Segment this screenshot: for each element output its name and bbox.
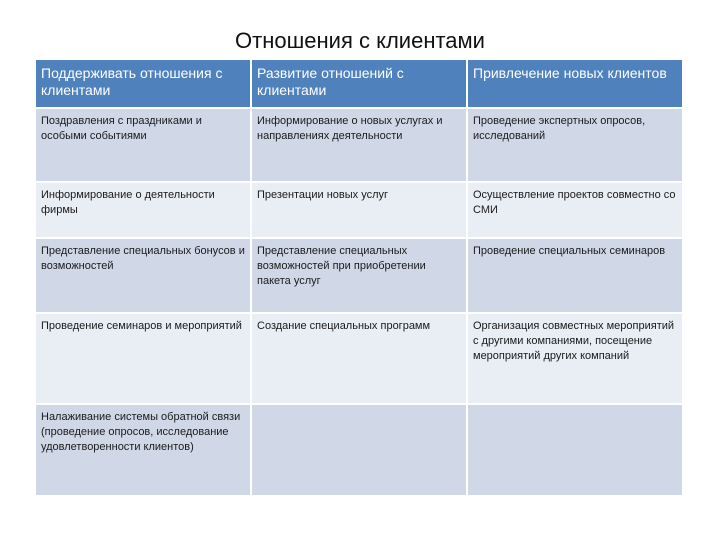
table-row: [36, 314, 682, 403]
slide-title: Отношения с клиентами: [235, 28, 485, 53]
table-cell: Проведение экспертных опросов, исследований: [468, 109, 682, 181]
header-attract-clients: Привлечение новых клиентов: [468, 60, 682, 107]
table-cell: Проведение специальных семинаров: [468, 239, 682, 312]
table-cell: Создание специальных программ: [252, 314, 466, 403]
table-cell: Презентации новых услуг: [252, 183, 466, 237]
table-row: [36, 109, 682, 181]
table-cell: Представление специальных бонусов и возможностей: [36, 239, 250, 312]
table-cell: Налаживание системы обратной связи (проведение опросов, исследование удовлетворенности клиентов): [36, 405, 250, 495]
table-cell: Поздравления с праздниками и особыми событиями: [36, 109, 250, 181]
table-cell: Организация совместных мероприятий с другими компаниями, посещение мероприятий других компаний: [468, 314, 682, 403]
relations-table: [34, 58, 684, 497]
table-cell: Представление специальных возможностей при приобретении пакета услуг: [252, 239, 466, 312]
table-cell: Осуществление проектов совместно со СМИ: [468, 183, 682, 237]
table-cell: [252, 405, 466, 495]
table-header-row: [36, 60, 682, 107]
header-develop-relations: Развитие отношений с клиентами: [252, 60, 466, 107]
table-cell: Информирование о новых услугах и направлениях деятельности: [252, 109, 466, 181]
table-cell: Информирование о деятельности фирмы: [36, 183, 250, 237]
table-cell: Проведение семинаров и мероприятий: [36, 314, 250, 403]
table-row: [36, 239, 682, 312]
table-cell: [468, 405, 682, 495]
table-row: [36, 405, 682, 495]
header-maintain-relations: Поддерживать отношения с клиентами: [36, 60, 250, 107]
table-row: [36, 183, 682, 237]
